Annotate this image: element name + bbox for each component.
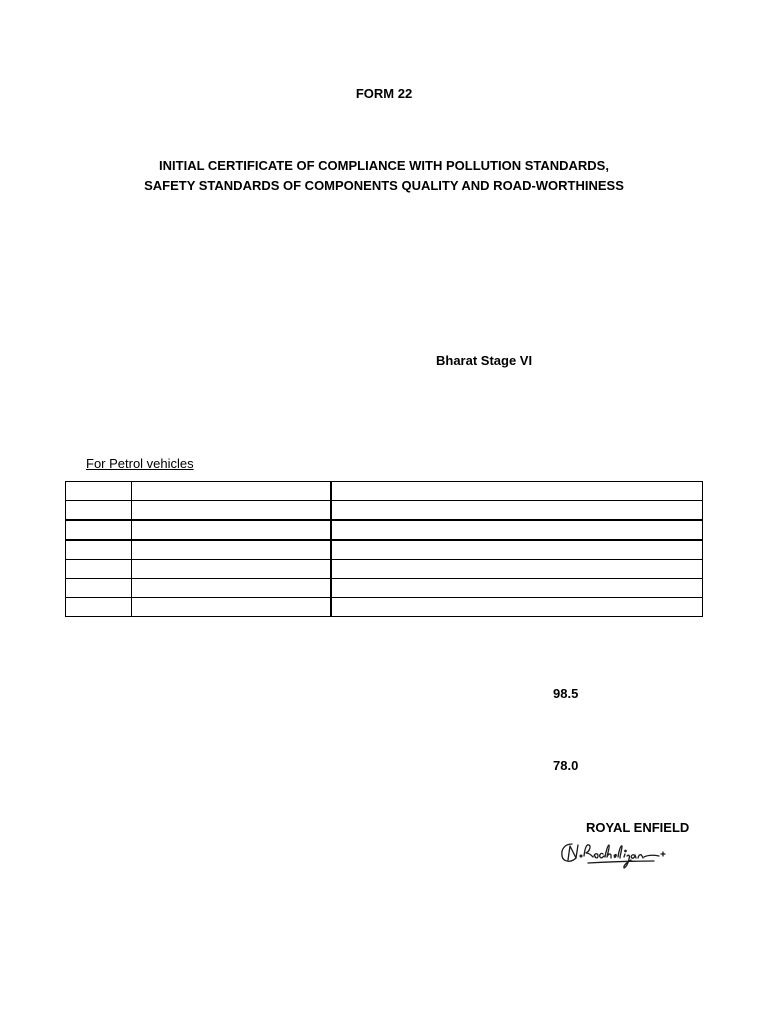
section-label-petrol: For Petrol vehicles [86,456,194,471]
certificate-title-line-2: SAFETY STANDARDS OF COMPONENTS QUALITY AND ROAD-WORTHINESS [144,178,624,193]
table-cell [132,540,331,560]
table-cell [66,520,132,540]
table-row [66,579,703,598]
signature [558,836,682,872]
table-cell [331,501,703,521]
table-cell [66,482,132,501]
table-cell [331,560,703,579]
table-cell [66,540,132,560]
table-cell [132,482,331,501]
table-cell [66,579,132,598]
table-row [66,520,703,540]
table-cell [132,560,331,579]
table-cell [66,501,132,521]
specification-table [65,481,703,617]
value-1: 98.5 [553,686,579,701]
table-cell [331,540,703,560]
table-cell [132,579,331,598]
table-cell [66,560,132,579]
table-cell [331,579,703,598]
table-row [66,598,703,617]
table-row [66,482,703,501]
form-number: FORM 22 [355,86,413,101]
certificate-title [0,156,768,196]
certificate-title-line-1: INITIAL CERTIFICATE OF COMPLIANCE WITH POLLUTION STANDARDS, [159,158,609,173]
table-cell [132,598,331,617]
emission-stage: Bharat Stage VI [436,353,533,368]
table-cell [66,598,132,617]
table-cell [331,598,703,617]
table-row [66,501,703,521]
table-cell [132,520,331,540]
company-name: ROYAL ENFIELD [586,820,690,835]
table-cell [132,501,331,521]
value-2: 78.0 [553,758,579,773]
table-row [66,560,703,579]
table-cell [331,482,703,501]
table-row [66,540,703,560]
table-cell [331,520,703,540]
